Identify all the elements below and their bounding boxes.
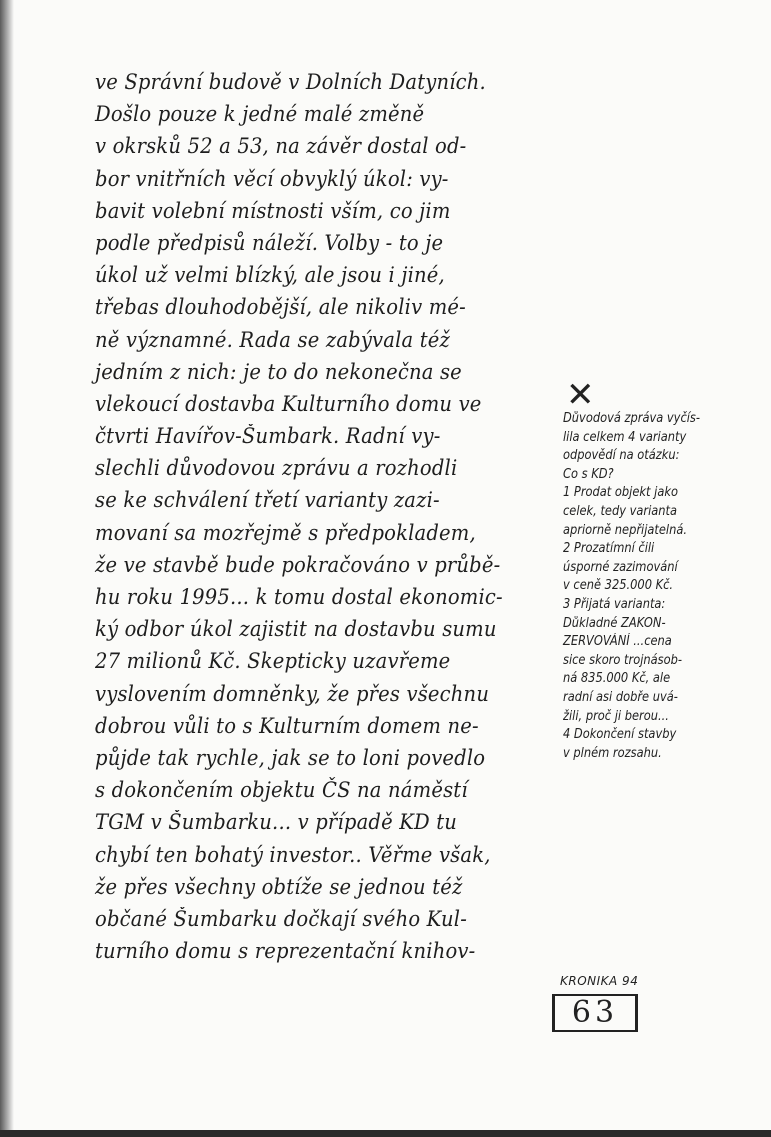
- text-line: slechli důvodovou zprávu a rozhodli: [95, 456, 458, 481]
- text-line: ve Správní budově v Dolních Datyních.: [95, 70, 486, 94]
- text-line: dobrou vůli to s Kulturním domem ne-: [95, 713, 479, 738]
- text-line: vyslovením domněnky, že přes všechnu: [95, 681, 490, 706]
- side-note-line: 1 Prodat objekt jako: [563, 485, 678, 501]
- text-line: hu roku 1995... k tomu dostal ekonomic-: [95, 585, 503, 609]
- side-note-line: radní asi dobře uvá-: [563, 689, 678, 705]
- side-note-line: odpovědí na otázku:: [563, 448, 680, 464]
- side-note-line: ná 835.000 Kč, ale: [563, 671, 671, 687]
- text-line: vlekoucí dostavba Kulturního domu ve: [95, 391, 482, 416]
- side-note-line: Důvodová zpráva vyčís-: [563, 411, 701, 426]
- side-note-line: ZERVOVÁNÍ ...cena: [563, 634, 672, 650]
- text-line: jedním z nich: je to do nekonečna se: [95, 359, 462, 384]
- text-line: podle předpisů náleží. Volby - to je: [95, 230, 444, 255]
- asterisk-marker: ✕: [566, 375, 595, 415]
- side-note-line: Důkladné ZAKON-: [563, 615, 666, 631]
- page-number: 63: [552, 994, 638, 1032]
- text-line: třebas dlouhodobější, ale nikoliv mé-: [95, 295, 466, 320]
- text-line: úkol už velmi blízký, ale jsou i jiné,: [95, 263, 445, 288]
- side-note-line: 4 Dokončení stavby: [563, 727, 677, 743]
- side-note: [563, 410, 763, 763]
- side-note-line: žili, proč ji berou...: [563, 708, 669, 724]
- side-note-line: úsporné zazimování: [563, 559, 678, 575]
- text-line: ký odbor úkol zajistit na dostavbu sumu: [95, 617, 497, 642]
- main-handwritten-text: [95, 66, 555, 967]
- side-note-line: lila celkem 4 varianty: [563, 429, 687, 445]
- text-line: bavit volební místnosti vším, co jim: [95, 198, 451, 223]
- page-bottom-edge: [0, 1130, 771, 1137]
- text-line: občané Šumbarku dočkají svého Kul-: [95, 906, 468, 931]
- page-gutter-shadow: [0, 0, 14, 1137]
- text-line: chybí ten bohatý investor.. Věřme však,: [95, 842, 491, 867]
- text-line: s dokončením objektu ČS na náměstí: [95, 778, 468, 803]
- text-line: půjde tak rychle, jak se to loni povedlo: [95, 745, 486, 770]
- side-note-line: Co s KD?: [563, 466, 614, 482]
- text-line: že přes všechny obtíže se jednou též: [95, 874, 463, 899]
- text-line: turního domu s reprezentační knihov-: [95, 939, 476, 964]
- text-line: 27 milionů Kč. Skepticky uzavřeme: [95, 649, 451, 674]
- side-note-line: apriorně nepřijatelná.: [563, 522, 688, 538]
- text-line: TGM v Šumbarku... v případě KD tu: [95, 810, 458, 835]
- side-note-line: v plném rozsahu.: [563, 745, 662, 761]
- text-line: čtvrti Havířov-Šumbark. Radní vy-: [95, 424, 441, 449]
- text-line: Došlo pouze k jedné malé změně: [95, 102, 425, 127]
- side-note-line: v ceně 325.000 Kč.: [563, 578, 674, 594]
- text-line: se ke schválení třetí varianty zazi-: [95, 488, 440, 513]
- chronicle-label: KRONIKA 94: [560, 974, 639, 988]
- text-line: bor vnitřních věcí obvyklý úkol: vy-: [95, 166, 449, 191]
- text-line: v okrsků 52 a 53, na závěr dostal od-: [95, 134, 467, 159]
- side-note-line: 3 Přijatá varianta:: [563, 596, 666, 612]
- text-line: ně významné. Rada se zabývala též: [95, 327, 451, 352]
- text-line: movaní sa mozřejmě s předpokladem,: [95, 520, 476, 545]
- side-note-line: celek, tedy varianta: [563, 503, 678, 519]
- side-note-line: 2 Prozatímní čili: [563, 541, 655, 557]
- text-line: že ve stavbě bude pokračováno v průbě-: [95, 552, 501, 577]
- side-note-line: sice skoro trojnásob-: [563, 652, 683, 668]
